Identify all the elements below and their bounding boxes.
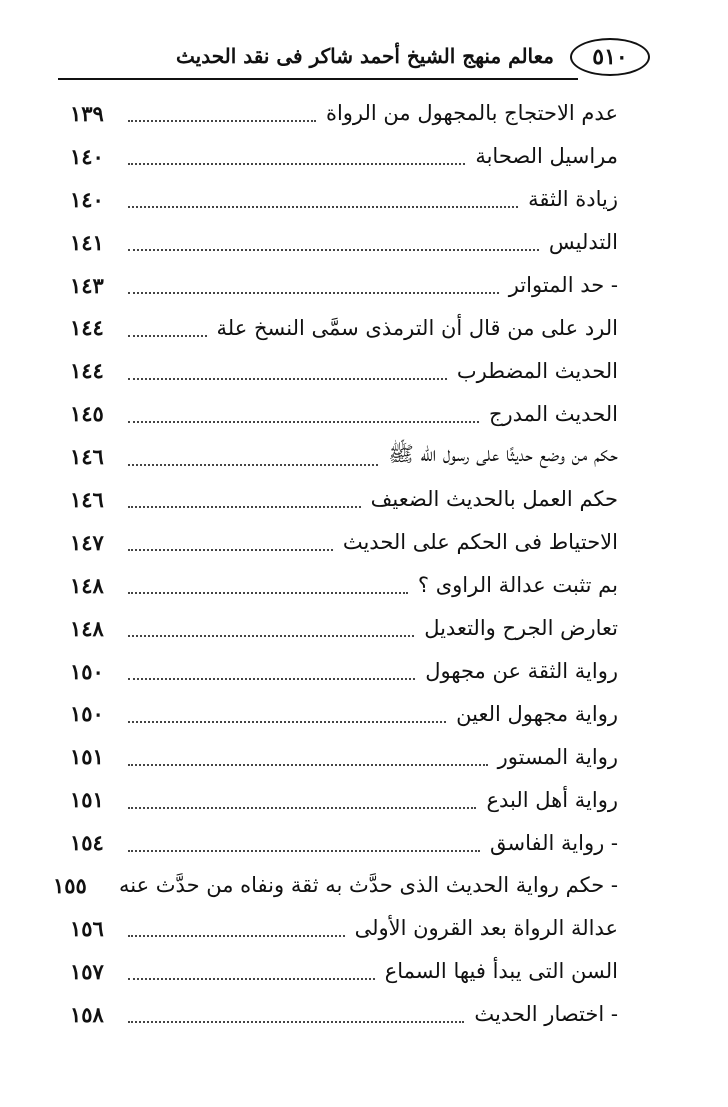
toc-entry — [70, 478, 618, 521]
toc-entry — [70, 178, 618, 221]
toc-entry-page: ١٤٦ — [70, 444, 104, 470]
toc-entry-title: رواية الثقة عن مجهول — [425, 659, 618, 684]
toc-entry-title: عدم الاحتجاج بالمجهول من الرواة — [325, 101, 618, 126]
header-rule — [58, 78, 578, 80]
toc-entry — [70, 521, 618, 564]
toc-entry — [70, 392, 618, 435]
toc-entry-page: ١٥٦ — [70, 915, 104, 941]
toc-entry-title: - اختصار الحديث — [474, 1002, 618, 1027]
toc-entry-page: ١٥٤ — [70, 830, 104, 856]
toc-entry-page: ١٤٧ — [70, 529, 104, 555]
dot-leader — [128, 413, 479, 423]
toc-entry-page: ١٥٧ — [70, 958, 104, 984]
dot-leader — [128, 498, 361, 508]
toc-entry-page: ١٤٠ — [70, 143, 104, 169]
dot-leader — [128, 842, 480, 852]
toc-entry-page: ١٥١ — [70, 744, 104, 770]
toc-entry-title: عدالة الرواة بعد القرون الأولى — [354, 916, 618, 941]
toc-entry-page: ١٣٩ — [70, 100, 104, 126]
toc-entry-title: رواية أهل البدع — [486, 787, 618, 812]
toc-entry-page: ١٤١ — [70, 229, 104, 255]
toc-entry-title: الحديث المضطرب — [456, 358, 618, 383]
toc-entry — [70, 907, 618, 950]
book-title: معالم منهج الشيخ أحمد شاكر فى نقد الحديث — [176, 44, 554, 68]
toc-entry-page: ١٥٥ — [52, 872, 87, 898]
dot-leader — [128, 541, 333, 551]
dot-leader — [128, 670, 415, 680]
dot-leader — [128, 627, 414, 637]
toc-entry-title: رواية المستور — [497, 744, 618, 769]
toc-entry-title: - حد المتواتر — [508, 273, 618, 297]
toc-entry-title: الحديث المدرج — [488, 401, 618, 426]
toc-entry-page: ١٥٠ — [70, 658, 104, 684]
toc-entry-page: ١٥٠ — [70, 701, 104, 727]
toc-entry — [70, 264, 618, 307]
toc-entry — [70, 135, 618, 178]
toc-entry-title: مراسيل الصحابة — [475, 144, 618, 169]
dot-leader — [128, 970, 375, 980]
toc-entry-page: ١٥١ — [70, 787, 104, 813]
dot-leader — [128, 241, 539, 251]
dot-leader — [128, 584, 408, 594]
toc-entry-page: ١٤٠ — [70, 186, 104, 212]
toc-entry-title: - حكم رواية الحديث الذى حدَّث به ثقة ونفاه من حدَّث عنه — [118, 873, 618, 898]
dot-leader — [128, 327, 207, 337]
toc-entry — [70, 650, 618, 693]
table-of-contents — [52, 92, 618, 1036]
toc-entry-title: السن التى يبدأ فيها السماع — [384, 959, 618, 984]
dot-leader — [128, 112, 316, 122]
dot-leader — [128, 756, 488, 766]
dot-leader — [128, 155, 465, 165]
toc-entry — [70, 564, 618, 607]
dot-leader — [128, 799, 476, 809]
dot-leader — [128, 370, 447, 380]
dot-leader — [128, 456, 378, 466]
toc-entry — [70, 435, 618, 478]
toc-entry — [52, 864, 618, 907]
dot-leader — [128, 713, 446, 723]
toc-entry-title: زيادة الثقة — [528, 187, 618, 212]
toc-entry — [70, 92, 618, 135]
toc-entry-page: ١٤٤ — [70, 358, 104, 384]
toc-entry-title: - رواية الفاسق — [489, 830, 618, 855]
toc-entry — [70, 221, 618, 264]
dot-leader — [128, 1013, 464, 1023]
toc-entry — [70, 607, 618, 650]
toc-entry — [70, 950, 618, 993]
toc-entry-title: حكم العمل بالحديث الضعيف — [370, 487, 618, 512]
toc-entry-title: رواية مجهول العين — [456, 701, 618, 726]
toc-entry — [70, 735, 618, 778]
toc-entry-title: حكم من وضع حديثًا على رسول الله ﷺ — [388, 442, 618, 467]
toc-entry — [70, 993, 618, 1036]
toc-entry-page: ١٤٥ — [70, 401, 104, 427]
toc-entry-page: ١٤٤ — [70, 315, 104, 341]
page-number: ٥١٠ — [570, 38, 650, 76]
dot-leader — [128, 198, 518, 208]
toc-entry-page: ١٤٣ — [70, 272, 104, 298]
toc-entry-page: ١٤٦ — [70, 486, 104, 512]
toc-entry-title: التدليس — [548, 230, 618, 255]
toc-entry — [70, 349, 618, 392]
toc-entry-title: بم تثبت عدالة الراوى ؟ — [417, 573, 618, 598]
toc-entry — [70, 692, 618, 735]
toc-entry — [70, 821, 618, 864]
running-header — [58, 38, 658, 80]
toc-entry — [70, 306, 618, 349]
toc-entry — [70, 778, 618, 821]
toc-entry-page: ١٥٨ — [70, 1001, 104, 1027]
toc-entry-title: الرد على من قال أن الترمذى سمَّى النسخ علة — [216, 315, 618, 340]
toc-entry-page: ١٤٨ — [70, 615, 104, 641]
toc-entry-title: تعارض الجرح والتعديل — [424, 616, 618, 641]
dot-leader — [128, 284, 499, 294]
dot-leader — [128, 927, 345, 937]
toc-entry-page: ١٤٨ — [70, 572, 104, 598]
toc-entry-title: الاحتياط فى الحكم على الحديث — [342, 530, 618, 555]
